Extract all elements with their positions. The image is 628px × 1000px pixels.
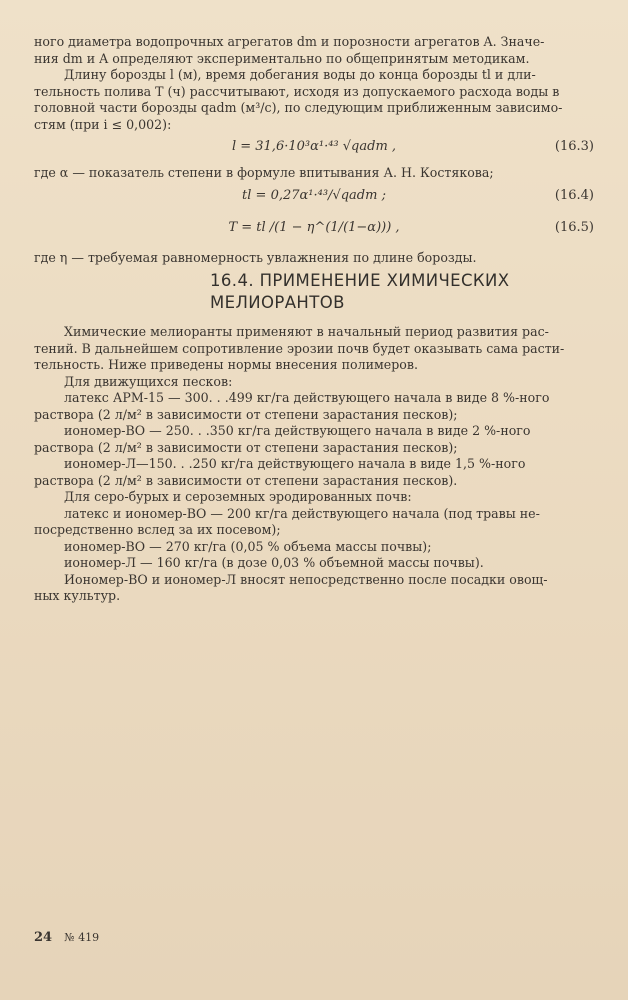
text-line: где η — требуемая равномерность увлажнения по длине борозды. — [34, 249, 477, 265]
section-title-line: 16.4. ПРИМЕНЕНИЕ ХИМИЧЕСКИХ — [210, 271, 510, 290]
text-line: тельность. Ниже приведены нормы внесения полимеров. — [34, 357, 418, 372]
text-line: головной части борозды qadm (м³/с), по следующим приближенным зависимо- — [34, 100, 563, 115]
top-paragraph — [34, 34, 594, 266]
formula-expression: tl = 0,27α¹·⁴³/√qadm ; — [242, 187, 386, 203]
text-line: раствора (2 л/м² в зависимости от степени зарастания песков). — [34, 472, 458, 488]
formula-16-3 — [34, 139, 594, 165]
formula-number: (16.5) — [554, 219, 594, 235]
page-footer — [34, 930, 99, 945]
text-line: Химические мелиоранты применяют в начальный период развития рас- — [64, 324, 549, 339]
text-line: тений. В дальнейшем сопротивление эрозии почв будет оказывать сама расти- — [34, 340, 565, 356]
text-line: Длину борозды l (м), время добегания воды до конца борозды tl и дли- — [64, 67, 536, 82]
section-body — [34, 324, 594, 605]
page-number: 24 — [34, 930, 53, 945]
text-line: латекс АРМ-15 — 300. . .499 кг/га действующего начала в виде 8 %-ного — [64, 390, 550, 405]
text-line: иономер-Л—150. . .250 кг/га действующего начала в виде 1,5 %-ного — [64, 456, 526, 471]
section-heading — [34, 270, 594, 314]
formula-16-5 — [34, 220, 594, 250]
text-line: латекс и иономер-ВО — 200 кг/га действующего начала (под травы не- — [64, 505, 540, 521]
text-line: иономер-ВО — 250. . .350 кг/га действующего начала в виде 2 %-ного — [64, 423, 531, 438]
formula-expression: T = tl /(1 − η^(1/(1−α))) , — [228, 219, 400, 235]
printer-signature: № 419 — [64, 931, 100, 944]
text-line: Иономер-ВО и иономер-Л вносят непосредственно после посадки овощ- — [64, 571, 548, 587]
text-line: ного диаметра водопрочных агрегатов dm и порозности агрегатов A. Значе- — [34, 34, 545, 49]
section-title-line: МЕЛИОРАНТОВ — [210, 293, 345, 312]
text-line: ния dm и A определяют экспериментально по общепринятым методикам. — [34, 50, 530, 66]
text-line: раствора (2 л/м² в зависимости от степени зарастания песков); — [34, 439, 458, 455]
text-line: стям (при i ≤ 0,002): — [34, 116, 172, 132]
formula-expression: l = 31,6·10³α¹·⁴³ √qadm , — [231, 139, 397, 154]
text-line: Для движущихся песков: — [64, 373, 233, 389]
text-line: раствора (2 л/м² в зависимости от степени зарастания песков); — [34, 406, 458, 422]
text-line: иономер-Л — 160 кг/га (в дозе 0,03 % объемной массы почвы). — [64, 555, 484, 570]
text-line: где α — показатель степени в формуле впитывания А. Н. Костякова; — [34, 165, 494, 180]
text-line: Для серо-бурых и сероземных эродированных почв: — [64, 489, 412, 504]
formula-16-4 — [34, 188, 594, 214]
formula-number: (16.4) — [554, 187, 594, 203]
text-line: посредственно вслед за их посевом); — [34, 522, 281, 537]
formula-number: (16.3) — [554, 139, 594, 154]
text-line: ных культур. — [34, 588, 121, 603]
text-line: тельность полива T (ч) рассчитывают, исходя из допускаемого расхода воды в — [34, 83, 560, 99]
text-line: иономер-ВО — 270 кг/га (0,05 % объема массы почвы); — [64, 538, 432, 554]
